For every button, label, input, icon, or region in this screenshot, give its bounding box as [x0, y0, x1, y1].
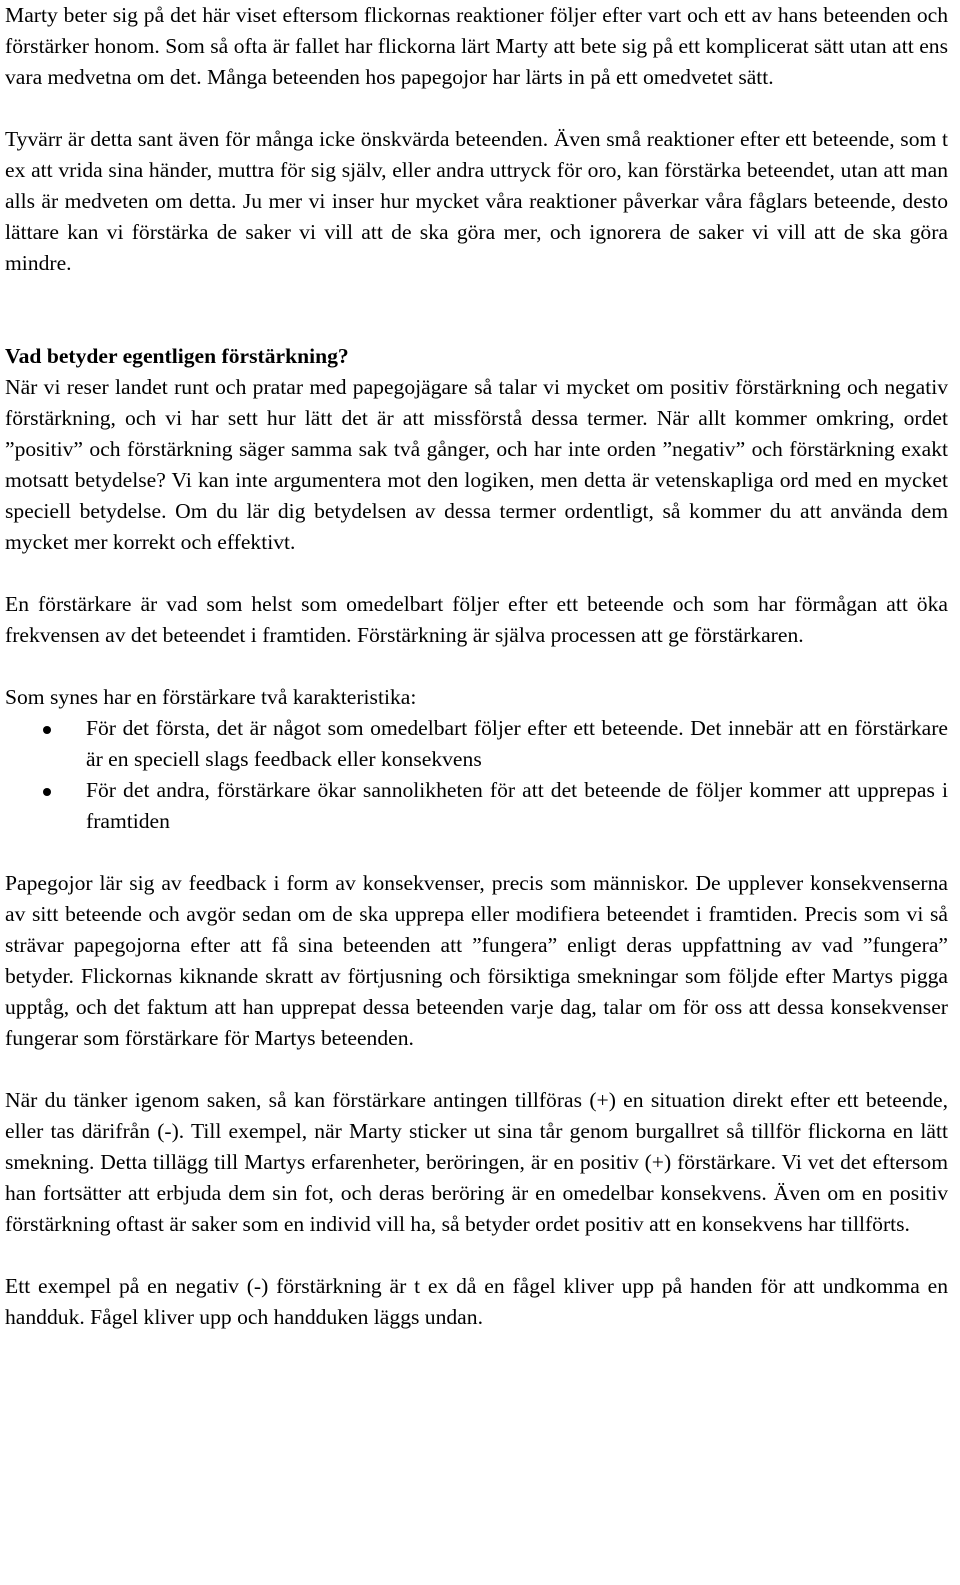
bullet-icon: [43, 726, 51, 734]
list-item: [5, 775, 948, 837]
spacer: [5, 279, 948, 341]
spacer: [5, 651, 948, 682]
paragraph-characteristics-intro: Som synes har en förstärkare två karakteristika:: [5, 685, 417, 709]
paragraph-reinforcer-definition: En förstärkare är vad som helst som omedelbart följer efter ett beteende och som har förmågan att öka frekvensen av det beteendet i framtiden. Förstärkning är själva processen att ge förstärkaren.: [5, 592, 948, 647]
paragraph-feedback: Papegojor lär sig av feedback i form av konsekvenser, precis som människor. De upplever konsekvenserna av sitt beteende och avgör sedan om de ska upprepa eller modifiera beteendet i framtiden. Precis som vi så strävar papegojorna efter att få sina beteenden att ”fungera” enligt deras uppfattning av vad ”fungera” betyder. Flickornas kiknande skratt av förtjusning och försiktiga smekningar som följde efter Martys pigga upptåg, och det faktum att han upprepat dessa beteenden varje dag, talar om för oss att dessa konsekvenser fungerar som förstärkare för Martys beteenden.: [5, 871, 948, 1050]
list-item: [5, 713, 948, 775]
bullet-icon: [43, 788, 51, 796]
paragraph-unwanted-behaviors: Tyvärr är detta sant även för många icke önskvärda beteenden. Även små reaktioner efter ett beteende, som t ex att vrida sina händer, muttra för sig själv, eller andra uttryck för oro, kan förstärka beteendet, utan att man alls är medveten om detta. Ju mer vi inser hur mycket våra reaktioner påverkar våra fåglars beteende, desto lättare kan vi förstärka de saker vi vill att de ska göra mer, och ignorera de saker vi vill att de ska göra mindre.: [5, 127, 948, 275]
paragraph-added-removed: När du tänker igenom saken, så kan förstärkare antingen tillföras (+) en situation direkt efter ett beteende, eller tas därifrån (-). Till exempel, när Marty sticker ut sina tår genom burgallret så tillför flickorna en lätt smekning. Detta tillägg till Martys erfarenheter, beröringen, är en positiv (+) förstärkare. Vi vet det eftersom han fortsätter att erbjuda dem sin fot, och deras beröring är en omedelbar konsekvens. Även om en positiv förstärkning oftast är saker som en individ vill ha, så betyder ordet positiv att en konsekvens har tillförts.: [5, 1088, 948, 1236]
spacer: [5, 837, 948, 868]
list-item-text: För det andra, förstärkare ökar sannolikheten för att det beteende de följer kommer att upprepas i framtiden: [86, 778, 948, 833]
characteristics-list: [5, 713, 948, 837]
spacer: [5, 1240, 948, 1271]
paragraph-negative-example: Ett exempel på en negativ (-) förstärkning är t ex då en fågel kliver upp på handen för att undkomma en handduk. Fågel kliver upp och handduken läggs undan.: [5, 1274, 948, 1329]
spacer: [5, 558, 948, 589]
spacer: [5, 1054, 948, 1085]
list-item-text: För det första, det är något som omedelbart följer efter ett beteende. Det innebär att en förstärkare är en speciell slags feedback eller konsekvens: [86, 716, 948, 771]
section-heading: Vad betyder egentligen förstärkning?: [5, 344, 349, 368]
document-page: [5, 0, 948, 1333]
paragraph-marty-behavior: Marty beter sig på det här viset eftersom flickornas reaktioner följer efter vart och ett av hans beteenden och förstärker honom. Som så ofta är fallet har flickorna lärt Marty att bete sig på ett komplicerat sätt utan att ens vara medvetna om det. Många beteenden hos papegojor har lärts in på ett omedvetet sätt.: [5, 3, 948, 89]
paragraph-positive-negative: När vi reser landet runt och pratar med papegojägare så talar vi mycket om positiv förstärkning och negativ förstärkning, och vi har sett hur lätt det är att missförstå dessa termer. När allt kommer omkring, ordet ”positiv” och förstärkning säger samma sak två gånger, och har inte orden ”negativ” och förstärkning exakt motsatt betydelse? Vi kan inte argumentera mot den logiken, men detta är vetenskapliga ord med en mycket speciell betydelse. Om du lär dig betydelsen av dessa termer ordentligt, så kommer du att använda dem mycket mer korrekt och effektivt.: [5, 375, 948, 554]
spacer: [5, 93, 948, 124]
